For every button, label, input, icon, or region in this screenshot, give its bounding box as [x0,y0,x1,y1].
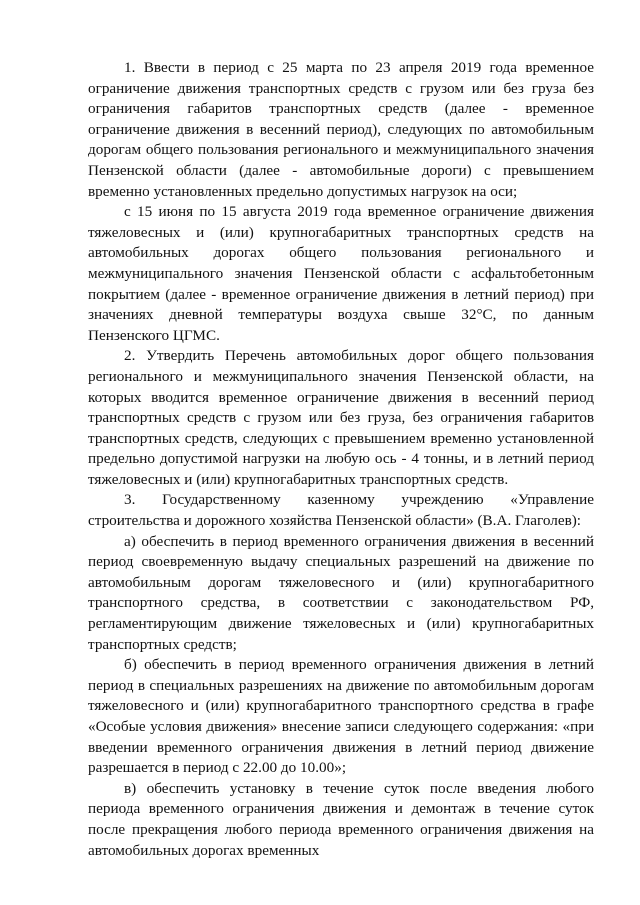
paragraph-3-v: в) обеспечить установку в течение суток после введения любого периода временного ограничения движения и демонтаж в течение суток после прекращения любого периода временного ограничения движения на автомобильных дорогах временных [88,779,594,859]
paragraph-2: 2. Утвердить Перечень автомобильных дорог общего пользования регионального и межмуниципального значения Пензенской области, на которых вводится временное ограничение движения в весенний период транспортных средств с грузом или без груза, без ограничения габаритов транспортных средств, следующих с превышением временно установленной предельно допустимой нагрузки на любую ось - 4 тонны, и в летний период тяжеловесных и (или) крупногабаритных транспортных средств. [88,347,594,488]
paragraph-3-a: а) обеспечить в период временного ограничения движения в весенний период своевременную выдачу специальных разрешений на движение по автомобильным дорогам тяжеловесного и (или) крупногабаритного транспортного средства, в соответствии с законодательством РФ, регламентирующим движение тяжеловесных и (или) крупногабаритных транспортных средств; [88,532,594,653]
paragraph-3: 3. Государственному казенному учреждению «Управление строительства и дорожного хозяйства Пензенской области» (В.А. Глаголев): [88,491,594,530]
paragraph-1-intro: 1. Ввести в период с 25 марта по 23 апреля 2019 года временное ограничение движения транспортных средств с грузом или без груза без ограничения габаритов транспортных средств (далее - временное ограничение движения в весенний период), следующих по автомобильным дорогам общего пользования регионального и межмуниципального значения Пензенской области (далее - автомобильные дороги) с превышением временно установленных предельно допустимых нагрузок на оси; [88,59,594,200]
paragraph-1-summer: с 15 июня по 15 августа 2019 года временное ограничение движения тяжеловесных и (или) крупногабаритных транспортных средств на автомобильных дорогах общего пользования регионального и межмуниципального значения Пензенской области с асфальтобетонным покрытием (далее - временное ограничение движения в летний период) при значениях дневной температуры воздуха свыше 32°C, по данным Пензенского ЦГМС. [88,203,594,344]
paragraph-3-b: б) обеспечить в период временного ограничения движения в летний период в специальных разрешениях на движение по автомобильным дорогам тяжеловесного и (или) крупногабаритного транспортного средства в графе «Особые условия движения» внесение записи следующего содержания: «при введении временного ограничения движения в летний период движение разрешается в период с 22.00 до 10.00»; [88,656,594,777]
